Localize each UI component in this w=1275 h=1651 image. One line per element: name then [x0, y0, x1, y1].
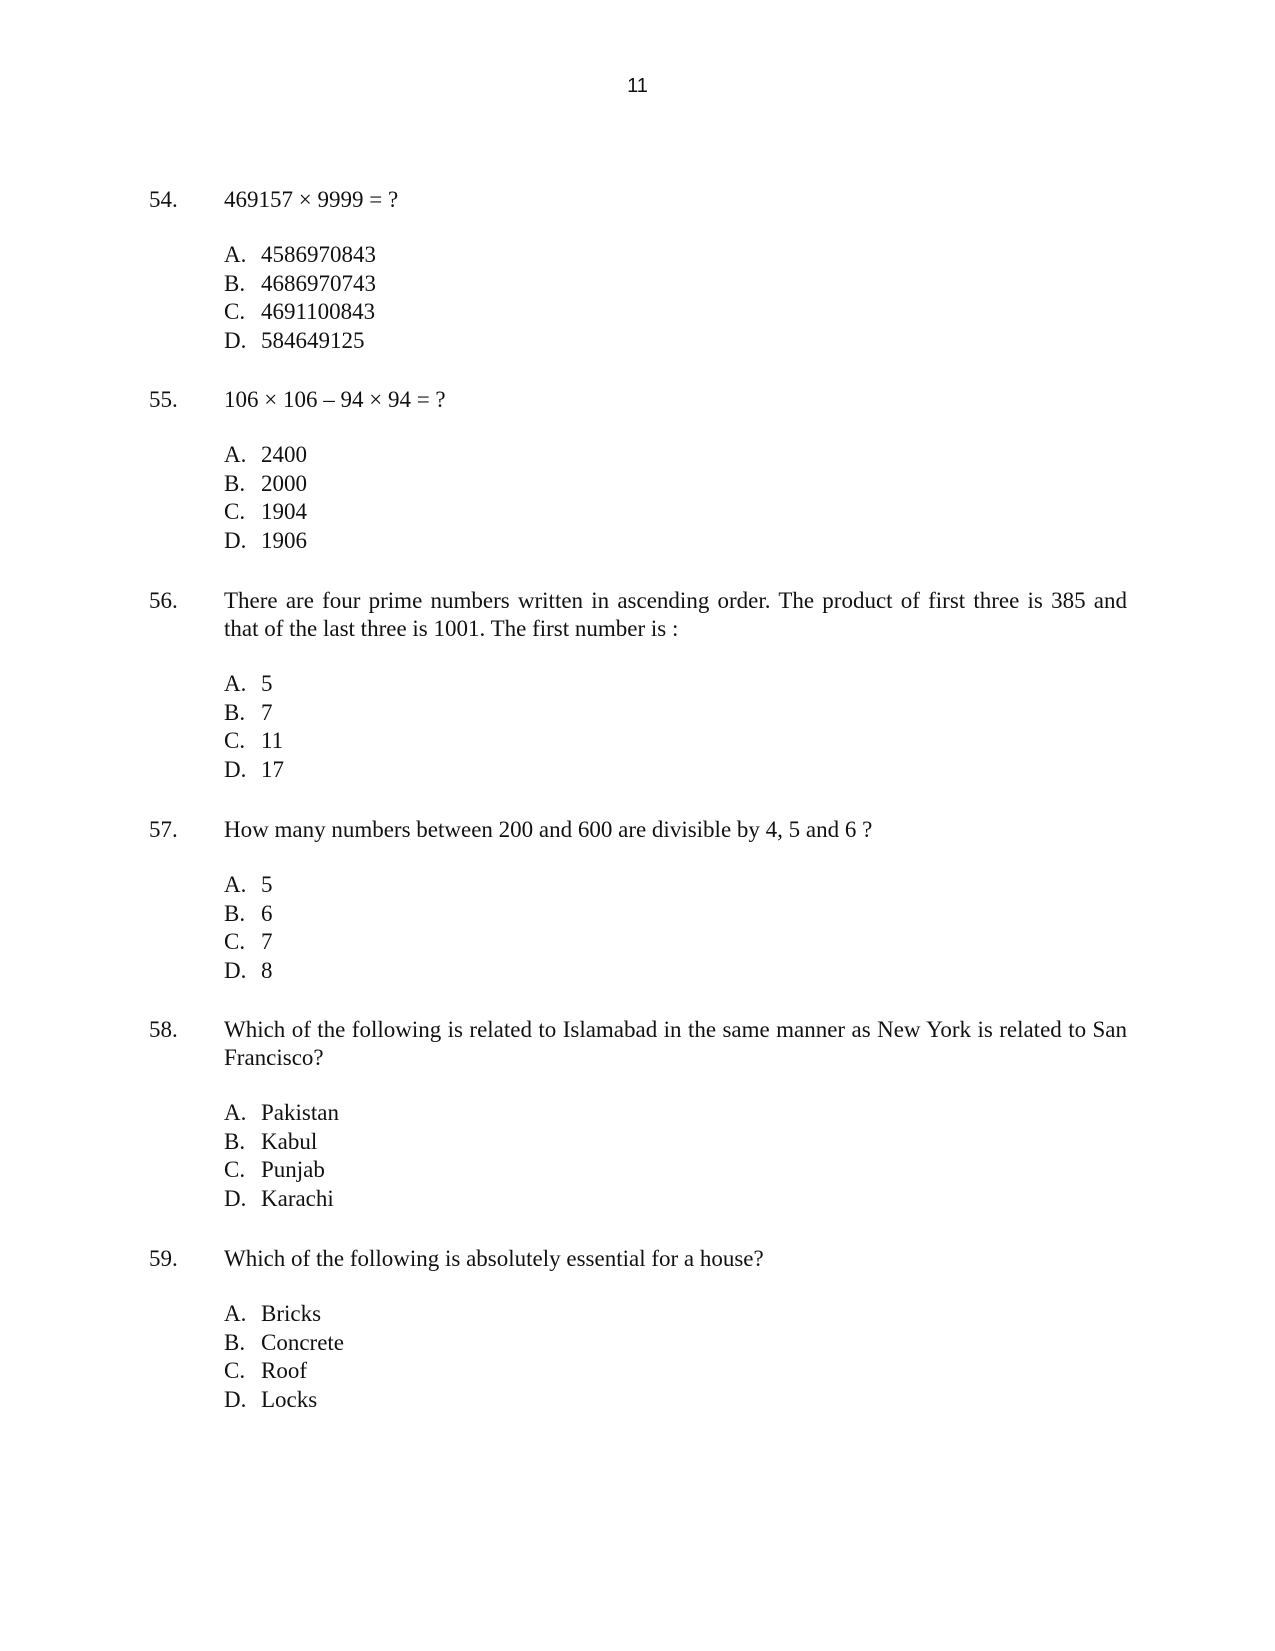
page-number: 11	[627, 75, 648, 97]
option-text: 17	[261, 756, 284, 782]
option-d	[224, 756, 1127, 785]
option-letter: C.	[224, 1157, 246, 1182]
option-letter: D.	[224, 527, 247, 553]
question-59	[149, 1245, 1127, 1414]
option-text: Karachi	[261, 1185, 334, 1211]
question-number: 57.	[149, 817, 178, 842]
option-a	[224, 441, 1127, 470]
option-letter: B.	[224, 270, 246, 296]
option-text: 1906	[261, 527, 307, 553]
option-a	[224, 241, 1127, 270]
option-text: 2400	[261, 442, 307, 467]
option-letter: B.	[224, 900, 246, 926]
option-d	[224, 1386, 1127, 1415]
question-text: 106 × 106 – 94 × 94 = ?	[224, 387, 446, 412]
option-text: 4691100843	[261, 299, 376, 324]
option-letter: A.	[224, 671, 247, 696]
option-b	[224, 699, 1127, 728]
question-number: 55.	[149, 387, 178, 412]
option-a	[224, 670, 1127, 699]
option-a	[224, 1099, 1127, 1128]
question-text: How many numbers between 200 and 600 are divisible by 4, 5 and 6 ?	[224, 817, 873, 842]
option-text: Roof	[261, 1358, 307, 1383]
option-letter: B.	[224, 1329, 246, 1355]
option-letter: C.	[224, 1358, 246, 1383]
option-letter: C.	[224, 299, 246, 324]
question-number: 54.	[149, 187, 178, 212]
question-54	[149, 186, 1127, 355]
option-text: 6	[261, 900, 273, 926]
question-number: 56.	[149, 588, 178, 613]
option-letter: C.	[224, 929, 246, 954]
question-text: 469157 × 9999 = ?	[224, 187, 399, 212]
option-list	[224, 1099, 1127, 1213]
option-text: 4586970843	[261, 242, 376, 267]
option-list	[224, 1300, 1127, 1414]
option-letter: D.	[224, 327, 247, 353]
option-list	[224, 241, 1127, 355]
question-number: 59.	[149, 1246, 178, 1271]
question-text: There are four prime numbers written in ascending order. The product of first three is 385 and that of the last three is 1001. The first number is :	[224, 588, 1127, 641]
option-b	[224, 1128, 1127, 1157]
question-56	[149, 587, 1127, 784]
option-b	[224, 900, 1127, 929]
option-text: 7	[261, 699, 273, 725]
option-list	[224, 441, 1127, 555]
question-number: 58.	[149, 1017, 178, 1042]
option-text: 8	[261, 957, 273, 983]
option-letter: D.	[224, 1185, 247, 1211]
option-c	[224, 1357, 1127, 1386]
option-letter: C.	[224, 728, 246, 753]
option-d	[224, 1185, 1127, 1214]
option-text: Bricks	[261, 1301, 322, 1326]
option-text: 5	[261, 671, 273, 696]
option-letter: D.	[224, 957, 247, 983]
option-c	[224, 498, 1127, 527]
option-b	[224, 470, 1127, 499]
option-b	[224, 270, 1127, 299]
option-letter: D.	[224, 756, 247, 782]
option-text: 2000	[261, 470, 307, 496]
option-text: 4686970743	[261, 270, 376, 296]
option-letter: A.	[224, 1301, 247, 1326]
option-letter: A.	[224, 242, 247, 267]
option-text: 7	[261, 929, 273, 954]
option-text: Locks	[261, 1386, 318, 1412]
option-c	[224, 928, 1127, 957]
option-letter: A.	[224, 1100, 247, 1125]
question-text: Which of the following is absolutely essential for a house?	[224, 1246, 764, 1271]
option-c	[224, 1156, 1127, 1185]
option-letter: B.	[224, 1128, 246, 1154]
option-text: 584649125	[261, 327, 365, 353]
question-55	[149, 386, 1127, 555]
question-57	[149, 816, 1127, 985]
option-letter: B.	[224, 699, 246, 725]
option-text: Concrete	[261, 1329, 345, 1355]
option-text: Kabul	[261, 1128, 318, 1154]
option-letter: A.	[224, 872, 247, 897]
question-58	[149, 1016, 1127, 1213]
option-d	[224, 327, 1127, 356]
option-a	[224, 1300, 1127, 1329]
option-list	[224, 670, 1127, 784]
option-d	[224, 957, 1127, 986]
option-letter: B.	[224, 470, 246, 496]
option-text: 1904	[261, 499, 307, 524]
option-list	[224, 871, 1127, 985]
option-text: Pakistan	[261, 1100, 339, 1125]
question-text: Which of the following is related to Islamabad in the same manner as New York is related to San Francisco?	[224, 1017, 1127, 1070]
option-c	[224, 727, 1127, 756]
option-text: 5	[261, 872, 273, 897]
option-text: 11	[261, 728, 284, 753]
option-letter: C.	[224, 499, 246, 524]
option-b	[224, 1329, 1127, 1358]
option-text: Punjab	[261, 1157, 325, 1182]
option-a	[224, 871, 1127, 900]
option-c	[224, 298, 1127, 327]
option-d	[224, 527, 1127, 556]
option-letter: D.	[224, 1386, 247, 1412]
option-letter: A.	[224, 442, 247, 467]
